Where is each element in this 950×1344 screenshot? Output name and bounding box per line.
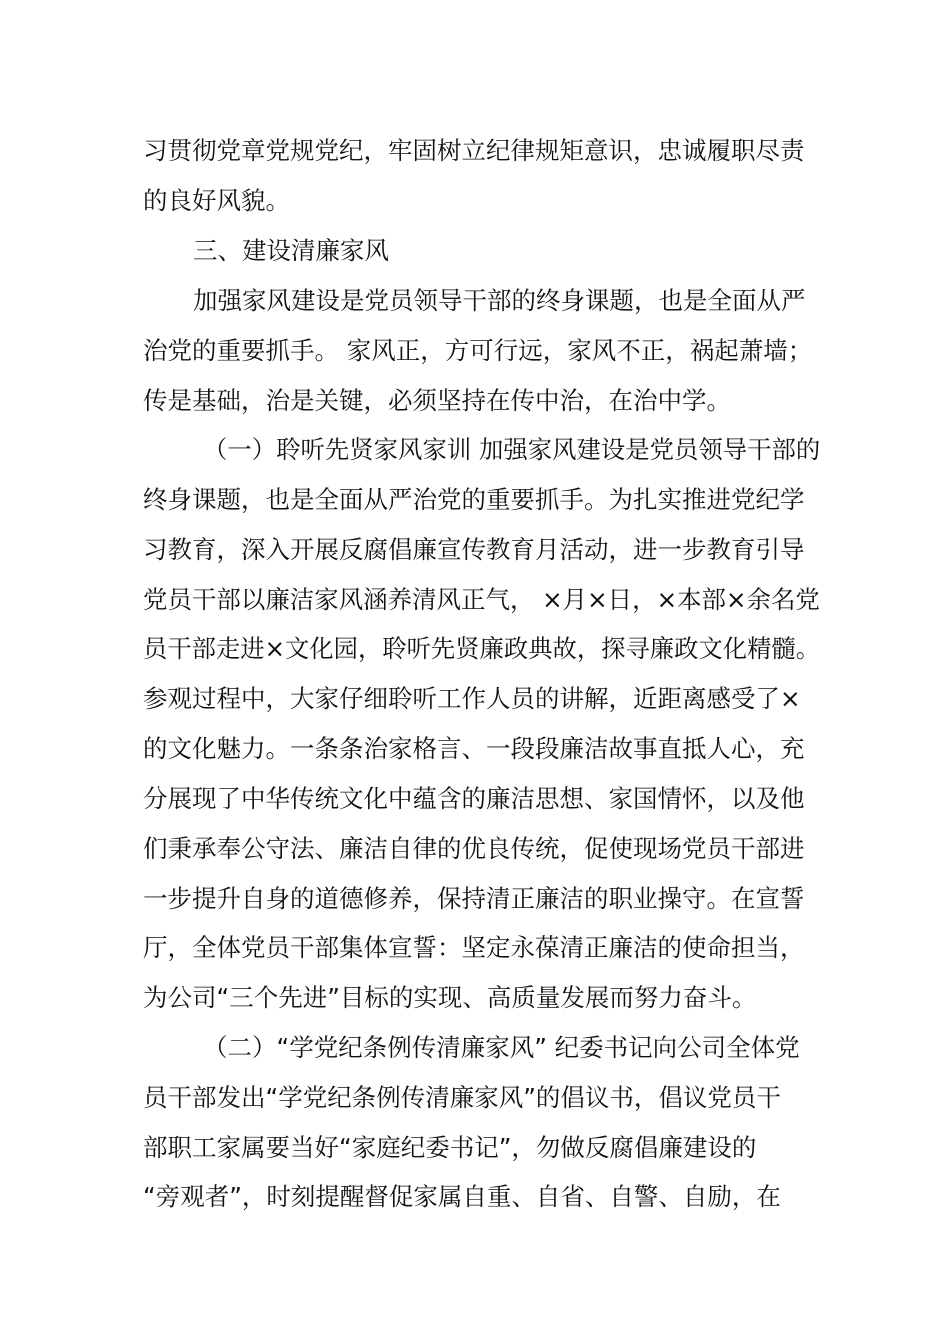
text-line: 分展现了中华传统文化中蕴含的廉洁思想、家国情怀，以及他 xyxy=(143,784,805,813)
subsection-heading: （二）“学党纪条例传清廉家风” 纪委书记向公司全体党 xyxy=(203,1033,800,1062)
section-heading: 三、建设清廉家风 xyxy=(193,236,389,265)
text-line: 部职工家属要当好“家庭纪委书记”，勿做反腐倡廉建设的 xyxy=(143,1133,757,1162)
text-line: 传是基础，治是关键，必须坚持在传中治，在治中学。 xyxy=(143,386,731,415)
text-line: 员干部走进×文化园，聆听先贤廉政典故，探寻廉政文化精髓。 xyxy=(143,634,821,663)
text-line: 党员干部以廉洁家风涵养清风正气， ×月×日，×本部×余名党 xyxy=(143,585,820,614)
text-line: 治党的重要抓手。 家风正，方可行远，家风不正，祸起萧墙； xyxy=(143,336,813,365)
text-line: 一步提升自身的道德修养，保持清正廉洁的职业操守。在宣誓 xyxy=(143,884,805,913)
text-line: 的良好风貌。 xyxy=(143,186,290,215)
text-line: 员干部发出“学党纪条例传清廉家风”的倡议书，倡议党员干 xyxy=(143,1083,781,1112)
text-line: 的文化魅力。一条条治家格言、一段段廉洁故事直抵人心，充 xyxy=(143,734,805,763)
text-line: “旁观者”，时刻提醒督促家属自重、自省、自警、自励，在 xyxy=(143,1182,781,1211)
text-line: 终身课题，也是全面从严治党的重要抓手。为扎实推进党纪学 xyxy=(143,485,805,514)
text-line: 习贯彻党章党规党纪，牢固树立纪律规矩意识，忠诚履职尽责 xyxy=(143,136,805,165)
text-line: 加强家风建设是党员领导干部的终身课题，也是全面从严 xyxy=(193,286,806,315)
subsection-heading: （一）聆听先贤家风家训 加强家风建设是党员领导干部的 xyxy=(203,435,821,464)
text-line: 厅，全体党员干部集体宣誓：坚定永葆清正廉洁的使命担当， xyxy=(143,933,805,962)
text-line: 习教育，深入开展反腐倡廉宣传教育月活动，进一步教育引导 xyxy=(143,535,805,564)
text-line: 们秉承奉公守法、廉洁自律的优良传统，促使现场党员干部进 xyxy=(143,834,805,863)
text-line: 参观过程中，大家仔细聆听工作人员的讲解，近距离感受了× xyxy=(143,684,801,713)
text-line: 为公司“三个先进”目标的实现、高质量发展而努力奋斗。 xyxy=(143,983,757,1012)
